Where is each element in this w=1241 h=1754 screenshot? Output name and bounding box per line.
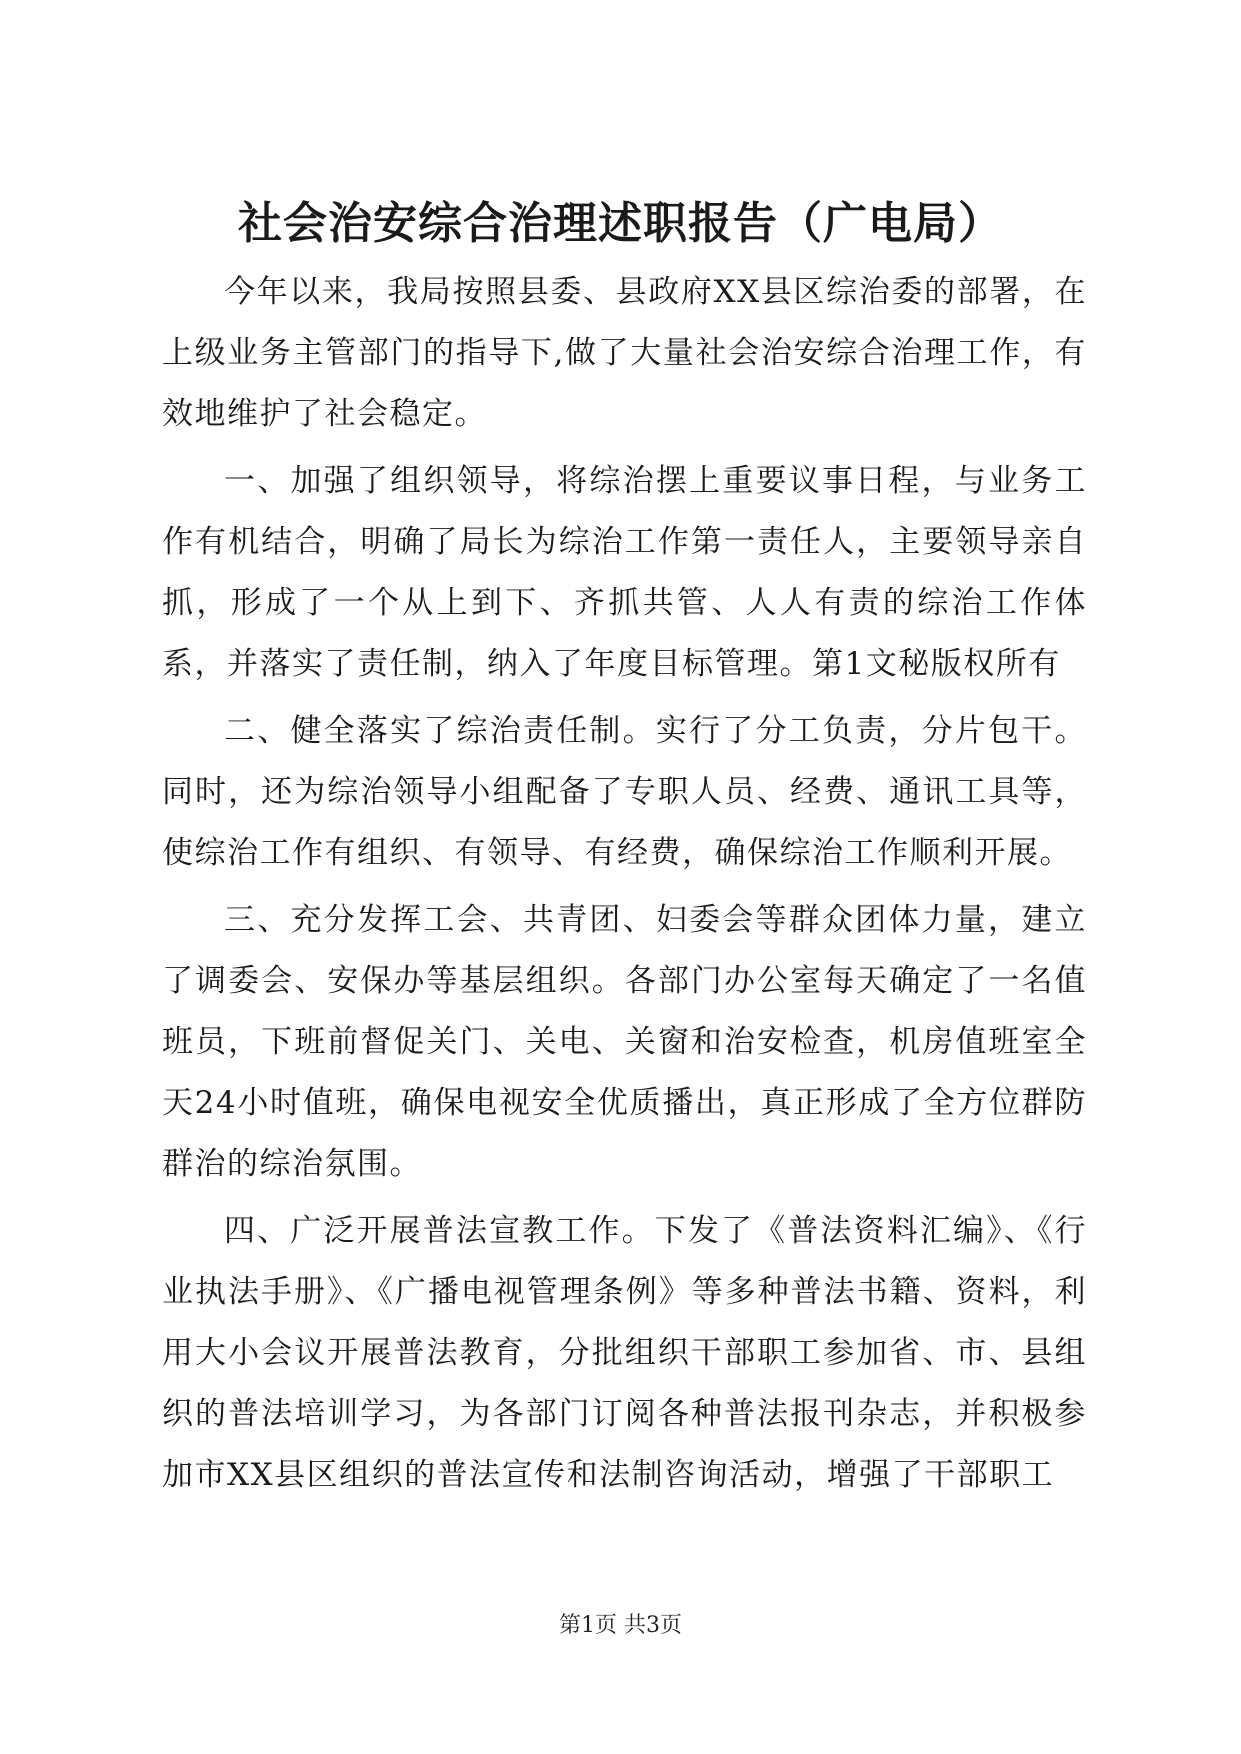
paragraph-section-3: 三、充分发挥工会、共青团、妇委会等群众团体力量，建立了调委会、安保办等基层组织。各部门办公室每天确定了一名值班员，下班前督促关门、关电、关窗和治安检查，机房值班室全天24小时值班，确保电视安全优质播出，真正形成了全方位群防群治的综治氛围。 bbox=[162, 902, 1087, 1182]
page-number-indicator: 第1页 共3页 bbox=[559, 1613, 682, 1638]
paragraph-section-4: 四、广泛开展普法宣教工作。下发了《普法资料汇编》、《行业执法手册》、《广播电视管理条例》等多种普法书籍、资料，利用大小会议开展普法教育，分批组织干部职工参加省、市、县组织的普法培训学习，为各部门订阅各种普法报刊杂志，并积极参加市XX县区组织的普法宣传和法制咨询活动，增强了干部职工 bbox=[162, 1213, 1087, 1493]
page-footer bbox=[0, 1611, 1241, 1641]
paragraph-intro: 今年以来，我局按照县委、县政府XX县区综治委的部署，在上级业务主管部门的指导下,做了大量社会治安综合治理工作，有效地维护了社会稳定。 bbox=[162, 274, 1087, 432]
document-title: 社会治安综合治理述职报告（广电局） bbox=[238, 198, 1003, 249]
document-body bbox=[162, 262, 1087, 1512]
paragraph-section-2: 二、健全落实了综治责任制。实行了分工负责，分片包干。同时，还为综治领导小组配备了专职人员、经费、通讯工具等，使综治工作有组织、有领导、有经费，确保综治工作顺利开展。 bbox=[162, 713, 1087, 871]
paragraph-section-1: 一、加强了组织领导，将综治摆上重要议事日程，与业务工作有机结合，明确了局长为综治工作第一责任人，主要领导亲自抓，形成了一个从上到下、齐抓共管、人人有责的综治工作体系，并落实了责任制，纳入了年度目标管理。第1文秘版权所有 bbox=[162, 463, 1087, 682]
